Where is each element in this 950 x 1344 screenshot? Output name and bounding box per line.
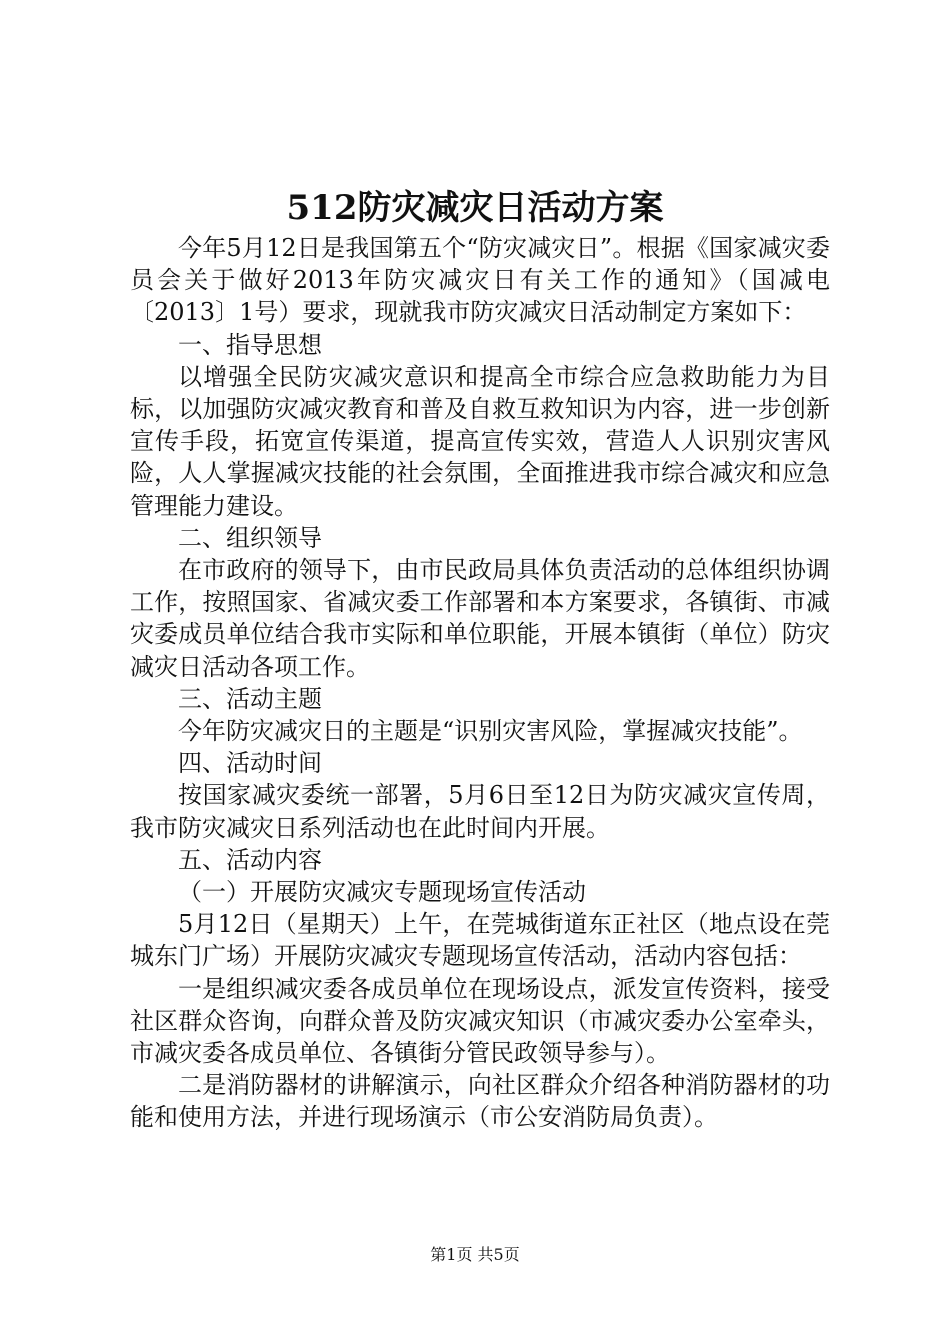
document-title: 512防灾减灾日活动方案 xyxy=(286,188,664,228)
document-body xyxy=(130,232,830,1134)
section-heading-time: 四、活动时间 xyxy=(178,749,322,778)
onsite-campaign-paragraph: 5月12日（星期天）上午，在莞城街道东正社区（地点设在莞城东门广场）开展防灾减灾专题现场宣传活动，活动内容包括： xyxy=(130,910,830,971)
section-heading-organization: 二、组织领导 xyxy=(178,523,322,552)
organization-paragraph: 在市政府的领导下，由市民政局具体负责活动的总体组织协调工作，按照国家、省减灾委工作部署和本方案要求，各镇街、市减灾委成员单位结合我市实际和单位职能，开展本镇街（单位）防灾减灾日活动各项工作。 xyxy=(130,556,830,681)
theme-paragraph: 今年防灾减灾日的主题是“识别灾害风险，掌握减灾技能”。 xyxy=(178,717,803,746)
section-heading-guiding-ideology: 一、指导思想 xyxy=(178,330,322,359)
subsection-heading-onsite-campaign: （一）开展防灾减灾专题现场宣传活动 xyxy=(178,878,586,907)
section-heading-theme: 三、活动主题 xyxy=(178,684,322,713)
time-paragraph: 按国家减灾委统一部署，5月6日至12日为防灾减灾宣传周，我市防灾减灾日系列活动也在此时间内开展。 xyxy=(130,781,830,842)
guiding-ideology-paragraph: 以增强全民防灾减灾意识和提高全市综合应急救助能力为目标，以加强防灾减灾教育和普及自救互救知识为内容，进一步创新宣传手段，拓宽宣传渠道，提高宣传实效，营造人人识别灾害风险，人人掌握减灾技能的社会氛围，全面推进我市综合减灾和应急管理能力建设。 xyxy=(130,362,830,520)
page-footer: 第1页 共5页 xyxy=(430,1245,520,1264)
item-one-paragraph: 一是组织减灾委各成员单位在现场设点，派发宣传资料，接受社区群众咨询，向群众普及防灾减灾知识（市减灾委办公室牵头，市减灾委各成员单位、各镇街分管民政领导参与）。 xyxy=(130,974,830,1068)
section-heading-content: 五、活动内容 xyxy=(178,845,322,874)
intro-paragraph: 今年5月12日是我国第五个“防灾减灾日”。根据《国家减灾委员会关于做好2013年防灾减灾日有关工作的通知》（国减电〔2013〕1号）要求，现就我市防灾减灾日活动制定方案如下： xyxy=(130,234,830,327)
item-two-paragraph: 二是消防器材的讲解演示，向社区群众介绍各种消防器材的功能和使用方法，并进行现场演示（市公安消防局负责）。 xyxy=(130,1071,830,1132)
